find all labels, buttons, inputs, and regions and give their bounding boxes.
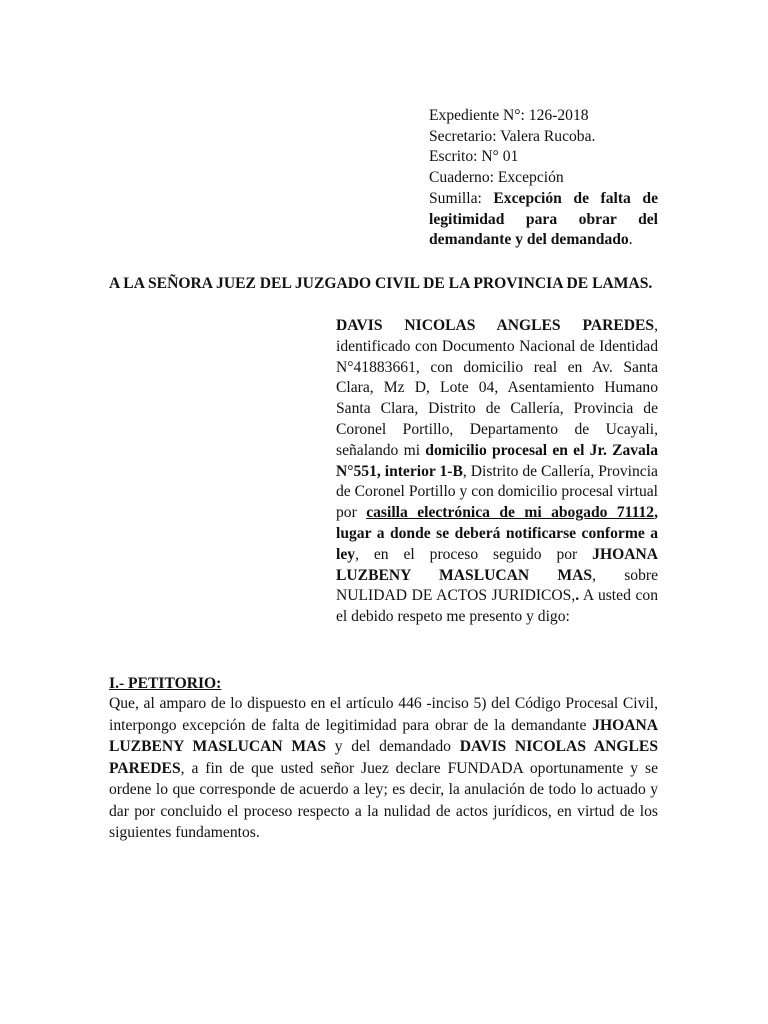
notification-text: , lugar a donde se deberá notificarse conforme a ley bbox=[336, 504, 658, 563]
sumilla-label: Sumilla: bbox=[429, 189, 494, 207]
petitorio-text-1: Que, al amparo de lo dispuesto en el artículo 446 -inciso 5) del Código Procesal Civil, interpongo excepción de falta de legitimidad para obrar de la demandante bbox=[109, 695, 658, 734]
intro-dot: . bbox=[575, 587, 580, 605]
intro-text-1: , identificado con Documento Nacional de Identidad N°41883661, con domicilio real en Av. Santa Clara, Mz D, Lote 04, Asentamiento Humano Santa Clara, Distrito de Callería, Provincia de Coronel Portillo, Departamento de Ucayali, señalando mi bbox=[336, 317, 658, 459]
intro-text-2: , Distrito de Callería, Provincia de Coronel Portillo y con domicilio procesal virtual por bbox=[336, 462, 658, 522]
intro-text-4: , sobre NULIDAD DE ACTOS JURIDICOS, bbox=[336, 566, 659, 605]
electronic-box-text: casilla electrónica de mi abogado 71112 bbox=[366, 504, 655, 522]
sumilla-end: . bbox=[628, 231, 633, 249]
expediente-line: Expediente N°: 126-2018 bbox=[429, 107, 589, 124]
petitorio-plaintiff: JHOANA LUZBENY MASLUCAN MAS bbox=[109, 716, 658, 755]
plaintiff-name: JHOANA LUZBENY MASLUCAN MAS bbox=[336, 545, 658, 584]
petitorio-paragraph bbox=[109, 693, 658, 844]
petitorio-defendant: DAVIS NICOLAS ANGLES PAREDES bbox=[109, 738, 658, 777]
escrito-line: Escrito: N° 01 bbox=[429, 148, 519, 166]
sumilla-line bbox=[429, 189, 658, 251]
intro-text-3: , en el proceso seguido por bbox=[355, 545, 593, 563]
petitioner-name: DAVIS NICOLAS ANGLES PAREDES bbox=[336, 317, 655, 334]
cuaderno-line: Cuaderno: Excepción bbox=[429, 169, 564, 187]
sumilla-text: Excepción de falta de legitimidad para obrar del demandante y del demandado bbox=[429, 189, 658, 249]
secretario-line: Secretario: Valera Rucoba. bbox=[429, 127, 596, 145]
petitorio-title: I.- PETITORIO: bbox=[109, 675, 222, 692]
intro-paragraph bbox=[336, 316, 658, 628]
petitorio-text-2: y del demandado bbox=[326, 738, 460, 755]
petitorio-text-3: , a fin de que usted señor Juez declare FUNDADA oportunamente y se ordene lo que corresponde de acuerdo a ley; es decir, la anulación de todo lo actuado y dar por concluido el proceso respecto a la nulidad de actos jurídicos, en virtud de los siguientes fundamentos. bbox=[109, 759, 658, 841]
procedural-address: domicilio procesal en el Jr. Zavala N°551, interior 1-B bbox=[336, 441, 658, 480]
case-header bbox=[429, 106, 658, 251]
intro-text-5: A usted con el debido respeto me presento y digo: bbox=[336, 587, 658, 626]
addressee-heading: A LA SEÑORA JUEZ DEL JUZGADO CIVIL DE LA PROVINCIA DE LAMAS. bbox=[109, 275, 653, 292]
